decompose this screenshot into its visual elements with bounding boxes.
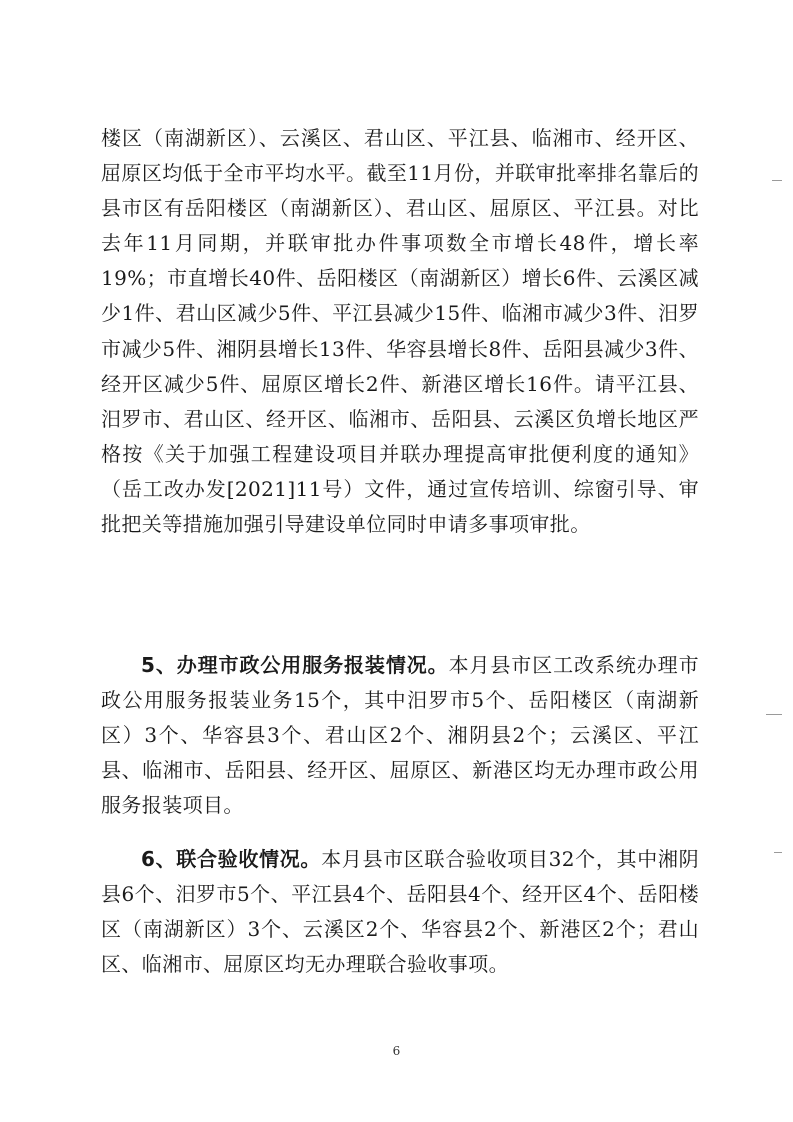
- section-5-body: 本月县市区工改系统办理市政公用服务报装业务15个，其中汨罗市5个、岳阳楼区（南湖新区）3个、华容县3个、君山区2个、湘阴县2个；云溪区、平江县、临湘市、岳阳县、经开区、屈原区、新港区均无办理市政公用服务报装项目。: [101, 653, 699, 818]
- section-5-heading: 5、办理市政公用服务报装情况。: [141, 653, 449, 677]
- scan-artifact-mark: [772, 180, 782, 181]
- section-5-paragraph: [101, 648, 699, 823]
- body-paragraph-continuation: 楼区（南湖新区）、云溪区、君山区、平江县、临湘市、经开区、屈原区均低于全市平均水平。截至11月份，并联审批率排名靠后的县市区有岳阳楼区（南湖新区）、君山区、屈原区、平江县。对比去年11月同期，并联审批办件事项数全市增长48件，增长率19%；市直增长40件、岳阳楼区（南湖新区）增长6件、云溪区减少1件、君山区减少5件、平江县减少15件、临湘市减少3件、汨罗市减少5件、湘阴县增长13件、华容县增长8件、岳阳县减少3件、经开区减少5件、屈原区增长2件、新港区增长16件。请平江县、汨罗市、君山区、经开区、临湘市、岳阳县、云溪区负增长地区严格按《关于加强工程建设项目并联办理提高审批便利度的通知》（岳工改办发[2021]11号）文件，通过宣传培训、综窗引导、审批把关等措施加强引导建设单位同时申请多事项审批。: [101, 126, 699, 537]
- scan-artifact-mark: [766, 714, 782, 715]
- section-6-body: 本月县市区联合验收项目32个，其中湘阴县6个、汨罗市5个、平江县4个、岳阳县4个、经开区4个、岳阳楼区（南湖新区）3个、云溪区2个、华容县2个、新港区2个；君山区、临湘市、屈原区均无办理联合验收事项。: [101, 847, 699, 977]
- section-6-paragraph: [101, 842, 699, 982]
- scan-artifact-mark: [774, 852, 782, 853]
- page-number: 6: [392, 1044, 401, 1058]
- section-6-heading: 6、联合验收情况。: [141, 847, 322, 871]
